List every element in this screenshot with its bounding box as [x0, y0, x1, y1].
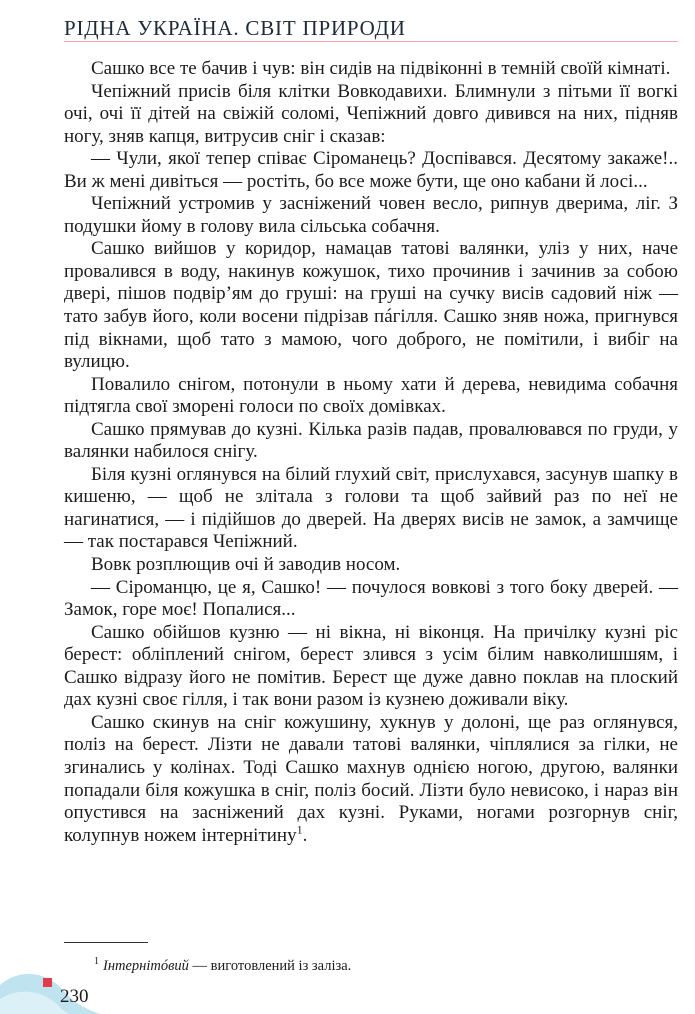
footnote: [94, 956, 351, 975]
paragraph: Сашко все те бачив і чув: він сидів на підвіконні в темній своїй кімнаті.: [91, 58, 671, 79]
page-number: 230: [60, 986, 89, 1007]
footnote-number: 1: [94, 956, 99, 967]
footnote-divider: [64, 942, 148, 943]
running-head-title: РІДНА УКРАЇНА. СВІТ ПРИРОДИ: [64, 16, 406, 40]
footnote-definition: — виготовлений із заліза.: [188, 957, 352, 974]
paragraph-text: Сашко скинув на сніг кожушину, хукнув у долоні, ще раз оглянувся, поліз на берест. Лізти не давали татові валянки, чіплялися за гілки, не згинались у колінах. Тоді Сашко махнув однією ногою, другою, валянки попадали біля кожушка в сніг, поліз босий. Лізти було невисоко, і нараз він опустився на засніжений дах кузні. Руками, ногами розгорнув сніг, колупнув ножем інтернітину: [64, 711, 678, 846]
paragraph: Сашко обійшов кузню — ні вікна, ні віконця. На причілку кузні ріс берест: обліплений снігом, берест злився з усім білим навколишшям, і Сашко відразу його не помітив. Берест ще дуже давно поклав на плоский дах кузні своє гілля, і так вони разом із кузнею доживали віку.: [64, 621, 678, 711]
paragraph-last: Сашко скинув на сніг кожушину, хукнув у долоні, ще раз оглянувся, поліз на берест. Лізти не давали татові валянки, чіплялися за гілки, не згинались у колінах. Тоді Сашко махнув однією ногою, другою, валянки попадали біля кожушка в сніг, поліз босий. Лізти було невисоко, і нараз він опустився на засніжений дах кузні. Руками, ногами розгорнув сніг, колупнув ножем інтернітину$^1$.: [64, 711, 678, 846]
paragraph: — Чули, якої тепер співає Сіроманець? Доспівався. Десятому закаже!.. Ви ж мені дивіться — ростіть, бо все може бути, ще оно кабани й лосі...: [64, 148, 678, 192]
footnote-term: Інтернітóвий: [103, 957, 189, 974]
paragraph: Сашко вийшов у коридор, намацав татові валянки, уліз у них, наче провалився в воду, накинув кожушок, тихо прочинив і зачинив за собою двері, пішов подвір’ям до груші: на груші на сучку висів садовий ніж — тато забув його, коли восени підрізав пáгілля. Сашко зняв ножа, пригнувся під вікнами, щоб тато з мамою, чого доброго, не помітили, і вибіг на вулицю.: [64, 238, 678, 373]
paragraph: Вовк розплющив очі й заводив носом.: [91, 554, 401, 576]
paragraph: Чепіжний присів біля клітки Вовкодавихи. Блимнули з пітьми її вогкі очі, очі її дітей на свіжій соломі, Чепіжний довго дивився на них, підняв ногу, зняв капця, витрусив сніг і сказав:: [64, 80, 678, 147]
main-text: [64, 58, 678, 847]
paragraph: Біля кузні оглянувся на білий глухий світ, прислухався, засунув шапку в кишеню, — щоб не злітала з голови та щоб зайвий раз по неї не нагинатися, — і підійшов до дверей. На дверях висів не замок, а замчище — так постарався Чепіжний.: [64, 463, 678, 553]
paragraph: Чепіжний устромив у засніжений човен весло, рипнув дверима, ліг. З подушки йому в голову вила сільська собачня.: [64, 193, 678, 237]
corner-square-icon: [43, 978, 52, 987]
paragraph: — Сіроманцю, це я, Сашко! — почулося вовкові з того боку дверей. — Замок, горе моє! Попалися...: [64, 576, 678, 621]
footnote-marker[interactable]: 1: [296, 822, 303, 837]
paragraph: Сашко прямував до кузні. Кілька разів падав, провалювався по груди, у валянки набилося снігу.: [64, 418, 678, 463]
header-divider: [64, 41, 678, 42]
paragraph: Повалило снігом, потонули в ньому хати й дерева, невидима собачня підтягла свої зморені голоси по своїх домівках.: [64, 373, 678, 418]
